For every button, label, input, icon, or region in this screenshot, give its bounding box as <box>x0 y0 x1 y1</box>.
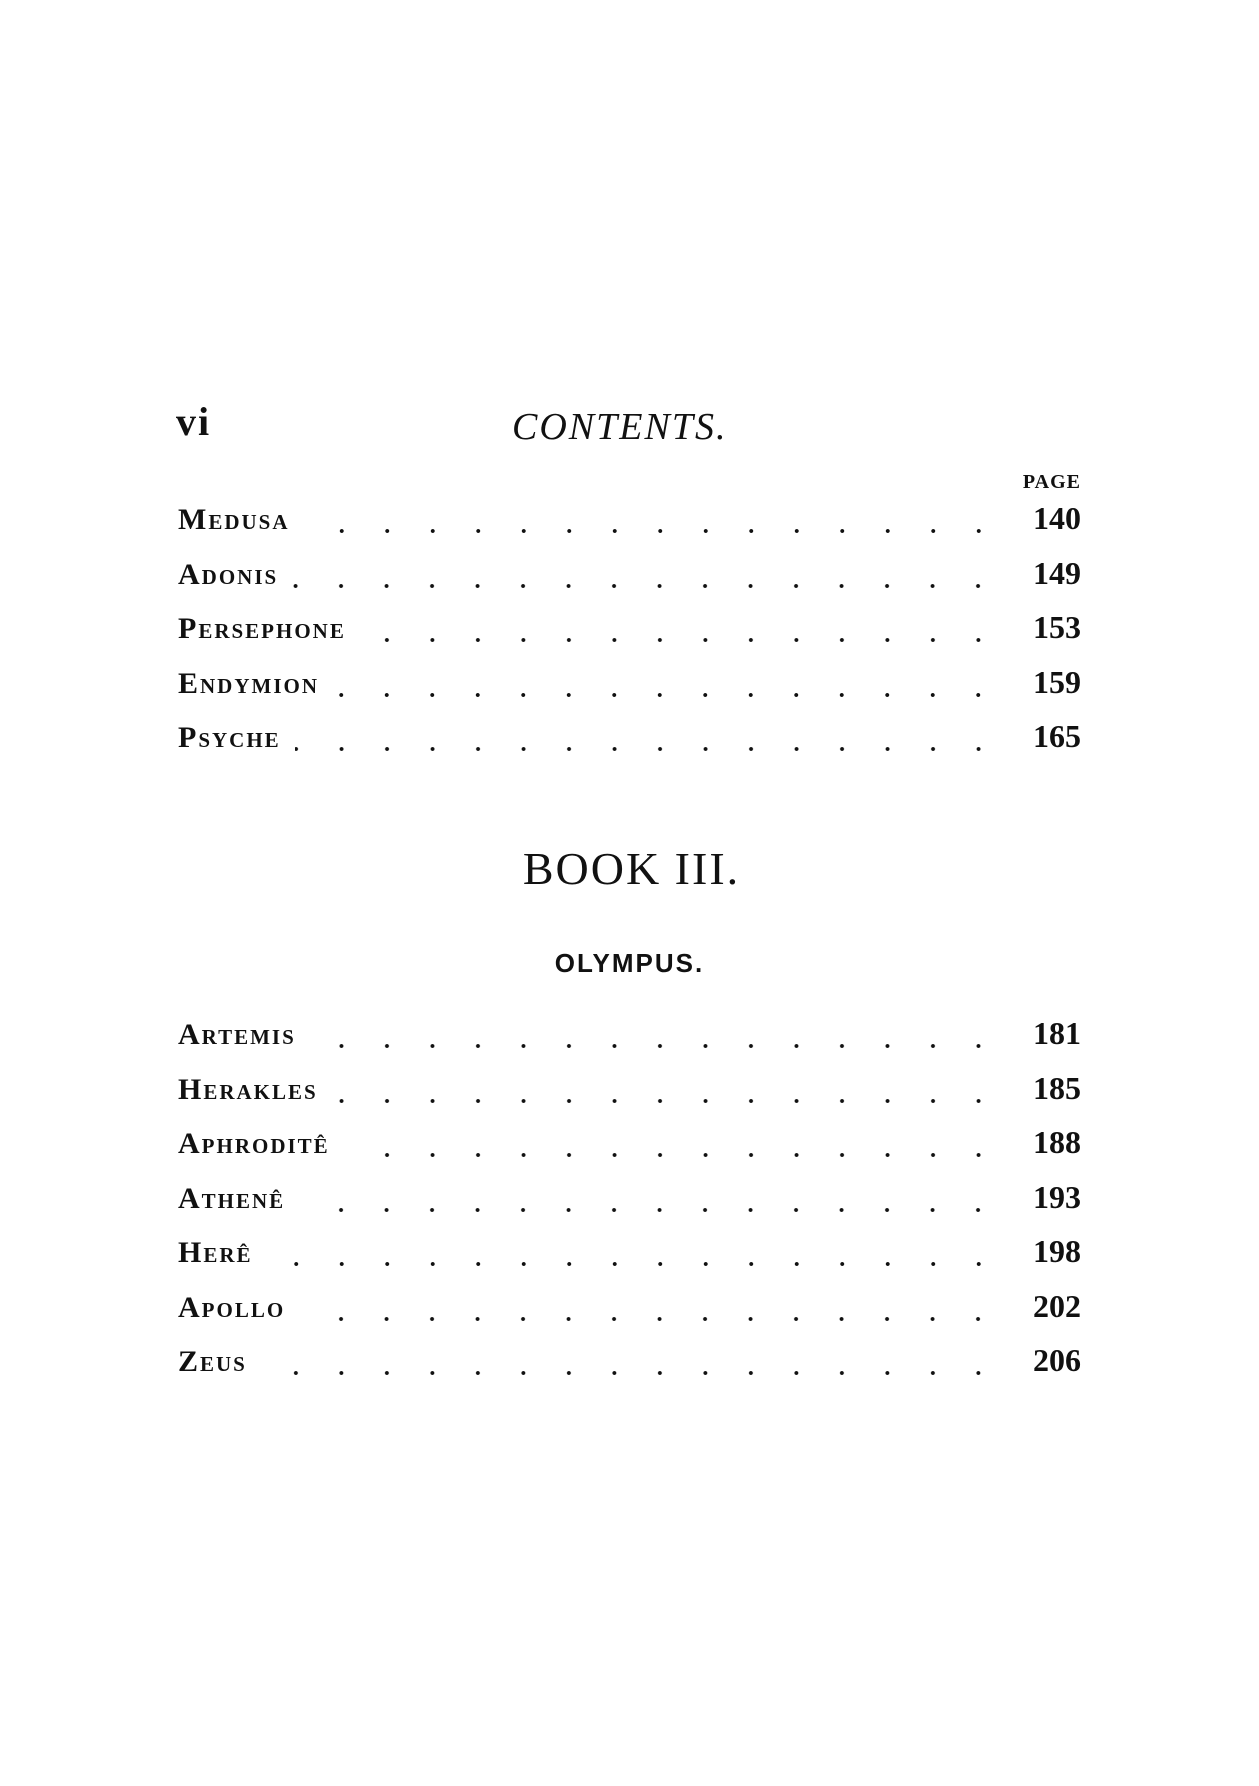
toc-entry-page: 140 <box>1033 500 1081 536</box>
toc-entry[interactable] <box>178 1342 1081 1397</box>
toc-entry-title: Artemis <box>178 1018 296 1051</box>
toc-entry[interactable] <box>178 1288 1081 1343</box>
toc-entry-title: Adonis <box>178 557 279 591</box>
book-heading <box>0 843 1259 894</box>
page-column-label: PAGE <box>1022 471 1081 493</box>
dot-leader <box>332 1098 1001 1104</box>
running-head: CONTENTS. <box>512 406 728 448</box>
toc-list-section-2 <box>178 1015 1081 1397</box>
page-number: vi <box>176 399 212 444</box>
dot-leader <box>292 583 1001 589</box>
toc-entry-title: Apollo <box>178 1290 286 1324</box>
toc-list-section-1 <box>178 500 1081 773</box>
dot-leader <box>267 1261 1001 1267</box>
toc-entry[interactable] <box>178 664 1081 719</box>
toc-entry-page: 149 <box>1033 554 1081 591</box>
toc-entry-title: Medusa <box>178 503 290 536</box>
dot-leader <box>304 528 1002 534</box>
toc-entry-title: Persephone <box>178 612 346 645</box>
toc-entry-page: 165 <box>1033 718 1081 754</box>
toc-entry-page: 181 <box>1033 1015 1081 1051</box>
toc-entry-page: 188 <box>1033 1124 1081 1160</box>
toc-entry-title: Zeus <box>178 1345 247 1378</box>
toc-entry[interactable] <box>178 609 1081 664</box>
toc-entry[interactable] <box>178 1179 1081 1234</box>
dot-leader <box>310 1043 1001 1049</box>
toc-entry[interactable] <box>178 1070 1081 1125</box>
toc-entry[interactable] <box>178 500 1081 555</box>
toc-entry[interactable] <box>178 1124 1081 1179</box>
book-heading-text: BOOK III. <box>522 843 741 894</box>
toc-entry-title: Psyche <box>178 721 281 754</box>
toc-entry-title: Athenê <box>178 1181 286 1215</box>
toc-entry[interactable] <box>178 718 1081 773</box>
toc-entry-title: Aphroditê <box>178 1127 330 1160</box>
toc-entry-title: Herakles <box>178 1072 318 1106</box>
dot-leader <box>295 746 1001 752</box>
toc-entry[interactable] <box>178 1015 1081 1070</box>
dot-leader <box>261 1370 1001 1376</box>
dot-leader <box>299 1316 1001 1322</box>
toc-entry-page: 202 <box>1033 1287 1081 1324</box>
toc-entry-page: 198 <box>1033 1233 1081 1269</box>
dot-leader <box>344 1152 1001 1158</box>
dot-leader <box>333 692 1001 698</box>
dot-leader <box>299 1207 1001 1213</box>
toc-entry-title: Herê <box>178 1236 253 1269</box>
toc-entry-page: 153 <box>1033 609 1081 645</box>
part-heading: OLYMPUS. <box>554 948 705 978</box>
dot-leader <box>360 637 1001 643</box>
toc-entry-page: 206 <box>1033 1342 1081 1378</box>
toc-entry-page: 159 <box>1033 663 1081 700</box>
toc-entry-page: 193 <box>1033 1178 1081 1215</box>
toc-entry[interactable] <box>178 1233 1081 1288</box>
toc-entry[interactable] <box>178 555 1081 610</box>
toc-entry-page: 185 <box>1033 1069 1081 1106</box>
toc-entry-title: Endymion <box>178 666 319 700</box>
